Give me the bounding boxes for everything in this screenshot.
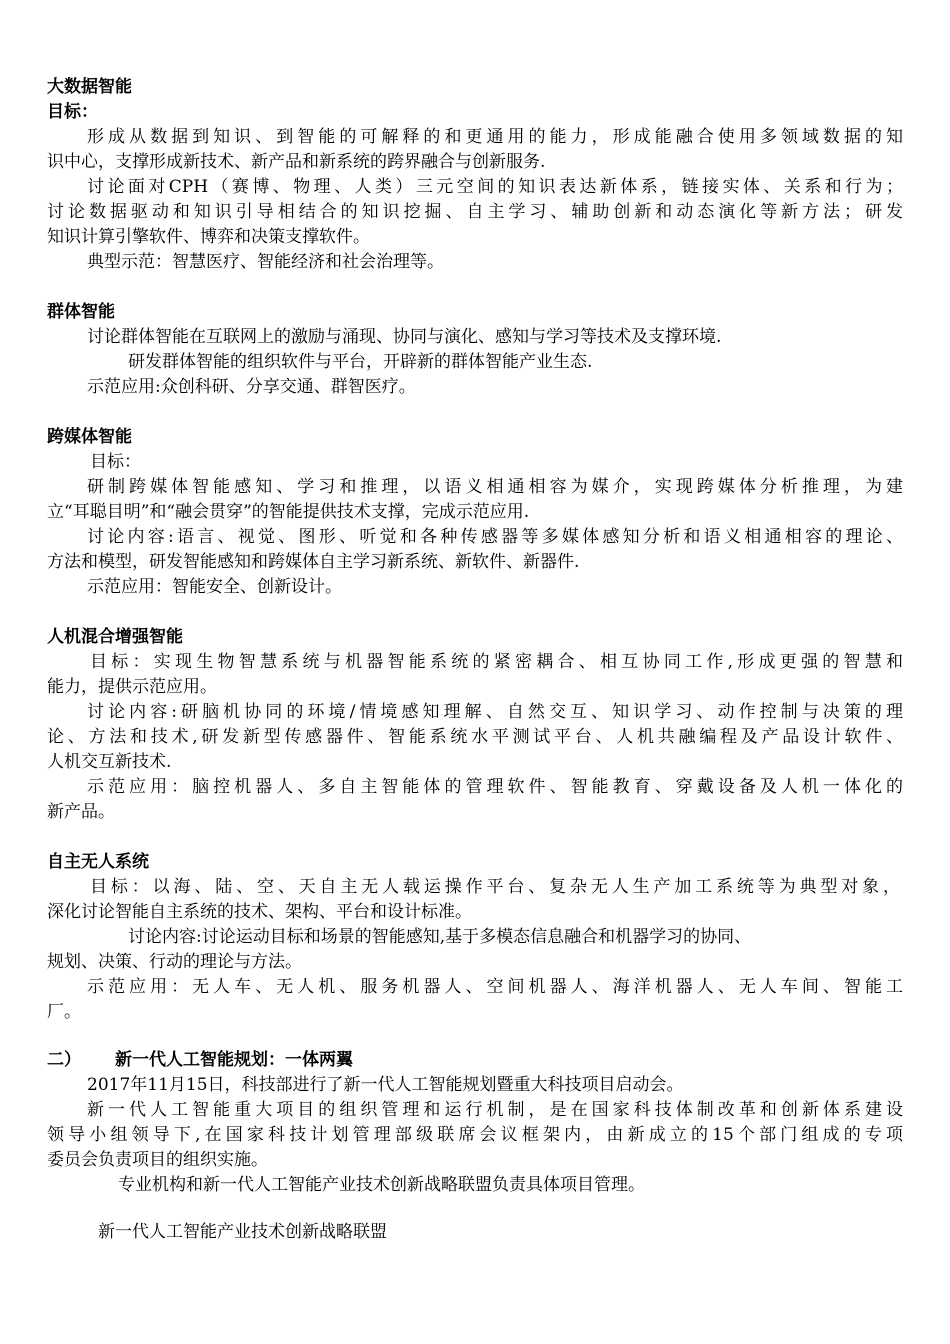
paragraph-line: 讨论内容:讨论运动目标和场景的智能感知,基于多模态信息融合和机器学习的协同、 (128, 927, 752, 947)
paragraph-line: 示范应用：智能安全、创新设计。 (87, 577, 342, 597)
paragraph-line: 委员会负责项目的组织实施。 (47, 1150, 268, 1170)
paragraph-line: 讨论数据驱动和知识引导相结合的知识挖掘、自主学习、辅助创新和动态演化等新方法；研发 (47, 202, 903, 222)
paragraph-line: 能力，提供示范应用。 (47, 677, 217, 697)
paragraph-line: 目标：以海、陆、空、天自主无人载运操作平台、复杂无人生产加工系统等为典型对象， (90, 877, 900, 897)
paragraph-line: 讨论内容:研脑机协同的环境/情境感知理解、自然交互、知识学习、动作控制与决策的理 (87, 702, 903, 722)
section-heading-swarm: 群体智能 (47, 302, 115, 322)
paragraph-line: 研发群体智能的组织软件与平台，开辟新的群体智能产业生态. (128, 352, 593, 372)
paragraph-line: 规划、决策、行动的理论与方法。 (47, 952, 302, 972)
paragraph-line: 深化讨论智能自主系统的技术、架构、平台和设计标准。 (47, 902, 472, 922)
paragraph-line: 示范应用：脑控机器人、多自主智能体的管理软件、智能教育、穿戴设备及人机一体化的 (87, 777, 903, 797)
paragraph-line: 立“耳聪目明”和“融会贯穿”的智能提供技术支撑，完成示范应用. (47, 502, 530, 522)
paragraph-line: 新一代人工智能重大项目的组织管理和运行机制，是在国家科技体制改革和创新体系建设 (87, 1100, 903, 1120)
paragraph-line: 形成从数据到知识、到智能的可解释的和更通用的能力，形成能融合使用多领域数据的知 (87, 127, 903, 147)
section-heading-plan: 新一代人工智能规划：一体两翼 (115, 1050, 353, 1070)
paragraph-line: 讨论面对CPH（赛博、物理、人类）三元空间的知识表达新体系，链接实体、关系和行为； (87, 177, 903, 197)
section-heading-big-data: 大数据智能 (47, 77, 132, 97)
paragraph-line: 新产品。 (47, 802, 115, 822)
paragraph-line: 典型示范：智慧医疗、智能经济和社会治理等。 (87, 252, 444, 272)
paragraph-line: 2017年11月15日，科技部进行了新一代人工智能规划暨重大科技项目启动会。 (87, 1075, 684, 1095)
goal-label: 目标： (90, 452, 141, 472)
section-heading-cross-media: 跨媒体智能 (47, 427, 132, 447)
paragraph-line: 知识计算引擎软件、博弈和决策支撑软件。 (47, 227, 370, 247)
paragraph-line: 目标：实现生物智慧系统与机器智能系统的紧密耦合、相互协同工作,形成更强的智慧和 (90, 652, 903, 672)
section-heading-autonomous: 自主无人系统 (47, 852, 149, 872)
section-number: 二） (47, 1050, 81, 1070)
paragraph-line: 领导小组领导下,在国家科技计划管理部级联席会议框架内，由新成立的15个部门组成的专项 (47, 1125, 903, 1145)
section-heading-hybrid: 人机混合增强智能 (47, 627, 183, 647)
paragraph-line: 新一代人工智能产业技术创新战略联盟 (98, 1222, 387, 1242)
paragraph-line: 讨论内容:语言、视觉、图形、听觉和各种传感器等多媒体感知分析和语义相通相容的理论、 (87, 527, 903, 547)
paragraph-line: 专业机构和新一代人工智能产业技术创新战略联盟负责具体项目管理。 (118, 1175, 645, 1195)
paragraph-line: 示范应用:众创科研、分享交通、群智医疗。 (87, 377, 416, 397)
goal-label: 目标： (47, 102, 98, 122)
paragraph-line: 人机交互新技术. (47, 752, 172, 772)
paragraph-line: 识中心，支撑形成新技术、新产品和新系统的跨界融合与创新服务. (47, 152, 546, 172)
paragraph-line: 示范应用：无人车、无人机、服务机器人、空间机器人、海洋机器人、无人车间、智能工 (87, 977, 903, 997)
paragraph-line: 论、方法和技术,研发新型传感器件、智能系统水平测试平台、人机共融编程及产品设计软件、 (47, 727, 903, 747)
paragraph-line: 厂。 (47, 1002, 81, 1022)
paragraph-line: 研制跨媒体智能感知、学习和推理，以语义相通相容为媒介，实现跨媒体分析推理，为建 (87, 477, 903, 497)
paragraph-line: 讨论群体智能在互联网上的激励与涌现、协同与演化、感知与学习等技术及支撑环境. (87, 327, 722, 347)
paragraph-line: 方法和模型，研发智能感知和跨媒体自主学习新系统、新软件、新器件. (47, 552, 580, 572)
